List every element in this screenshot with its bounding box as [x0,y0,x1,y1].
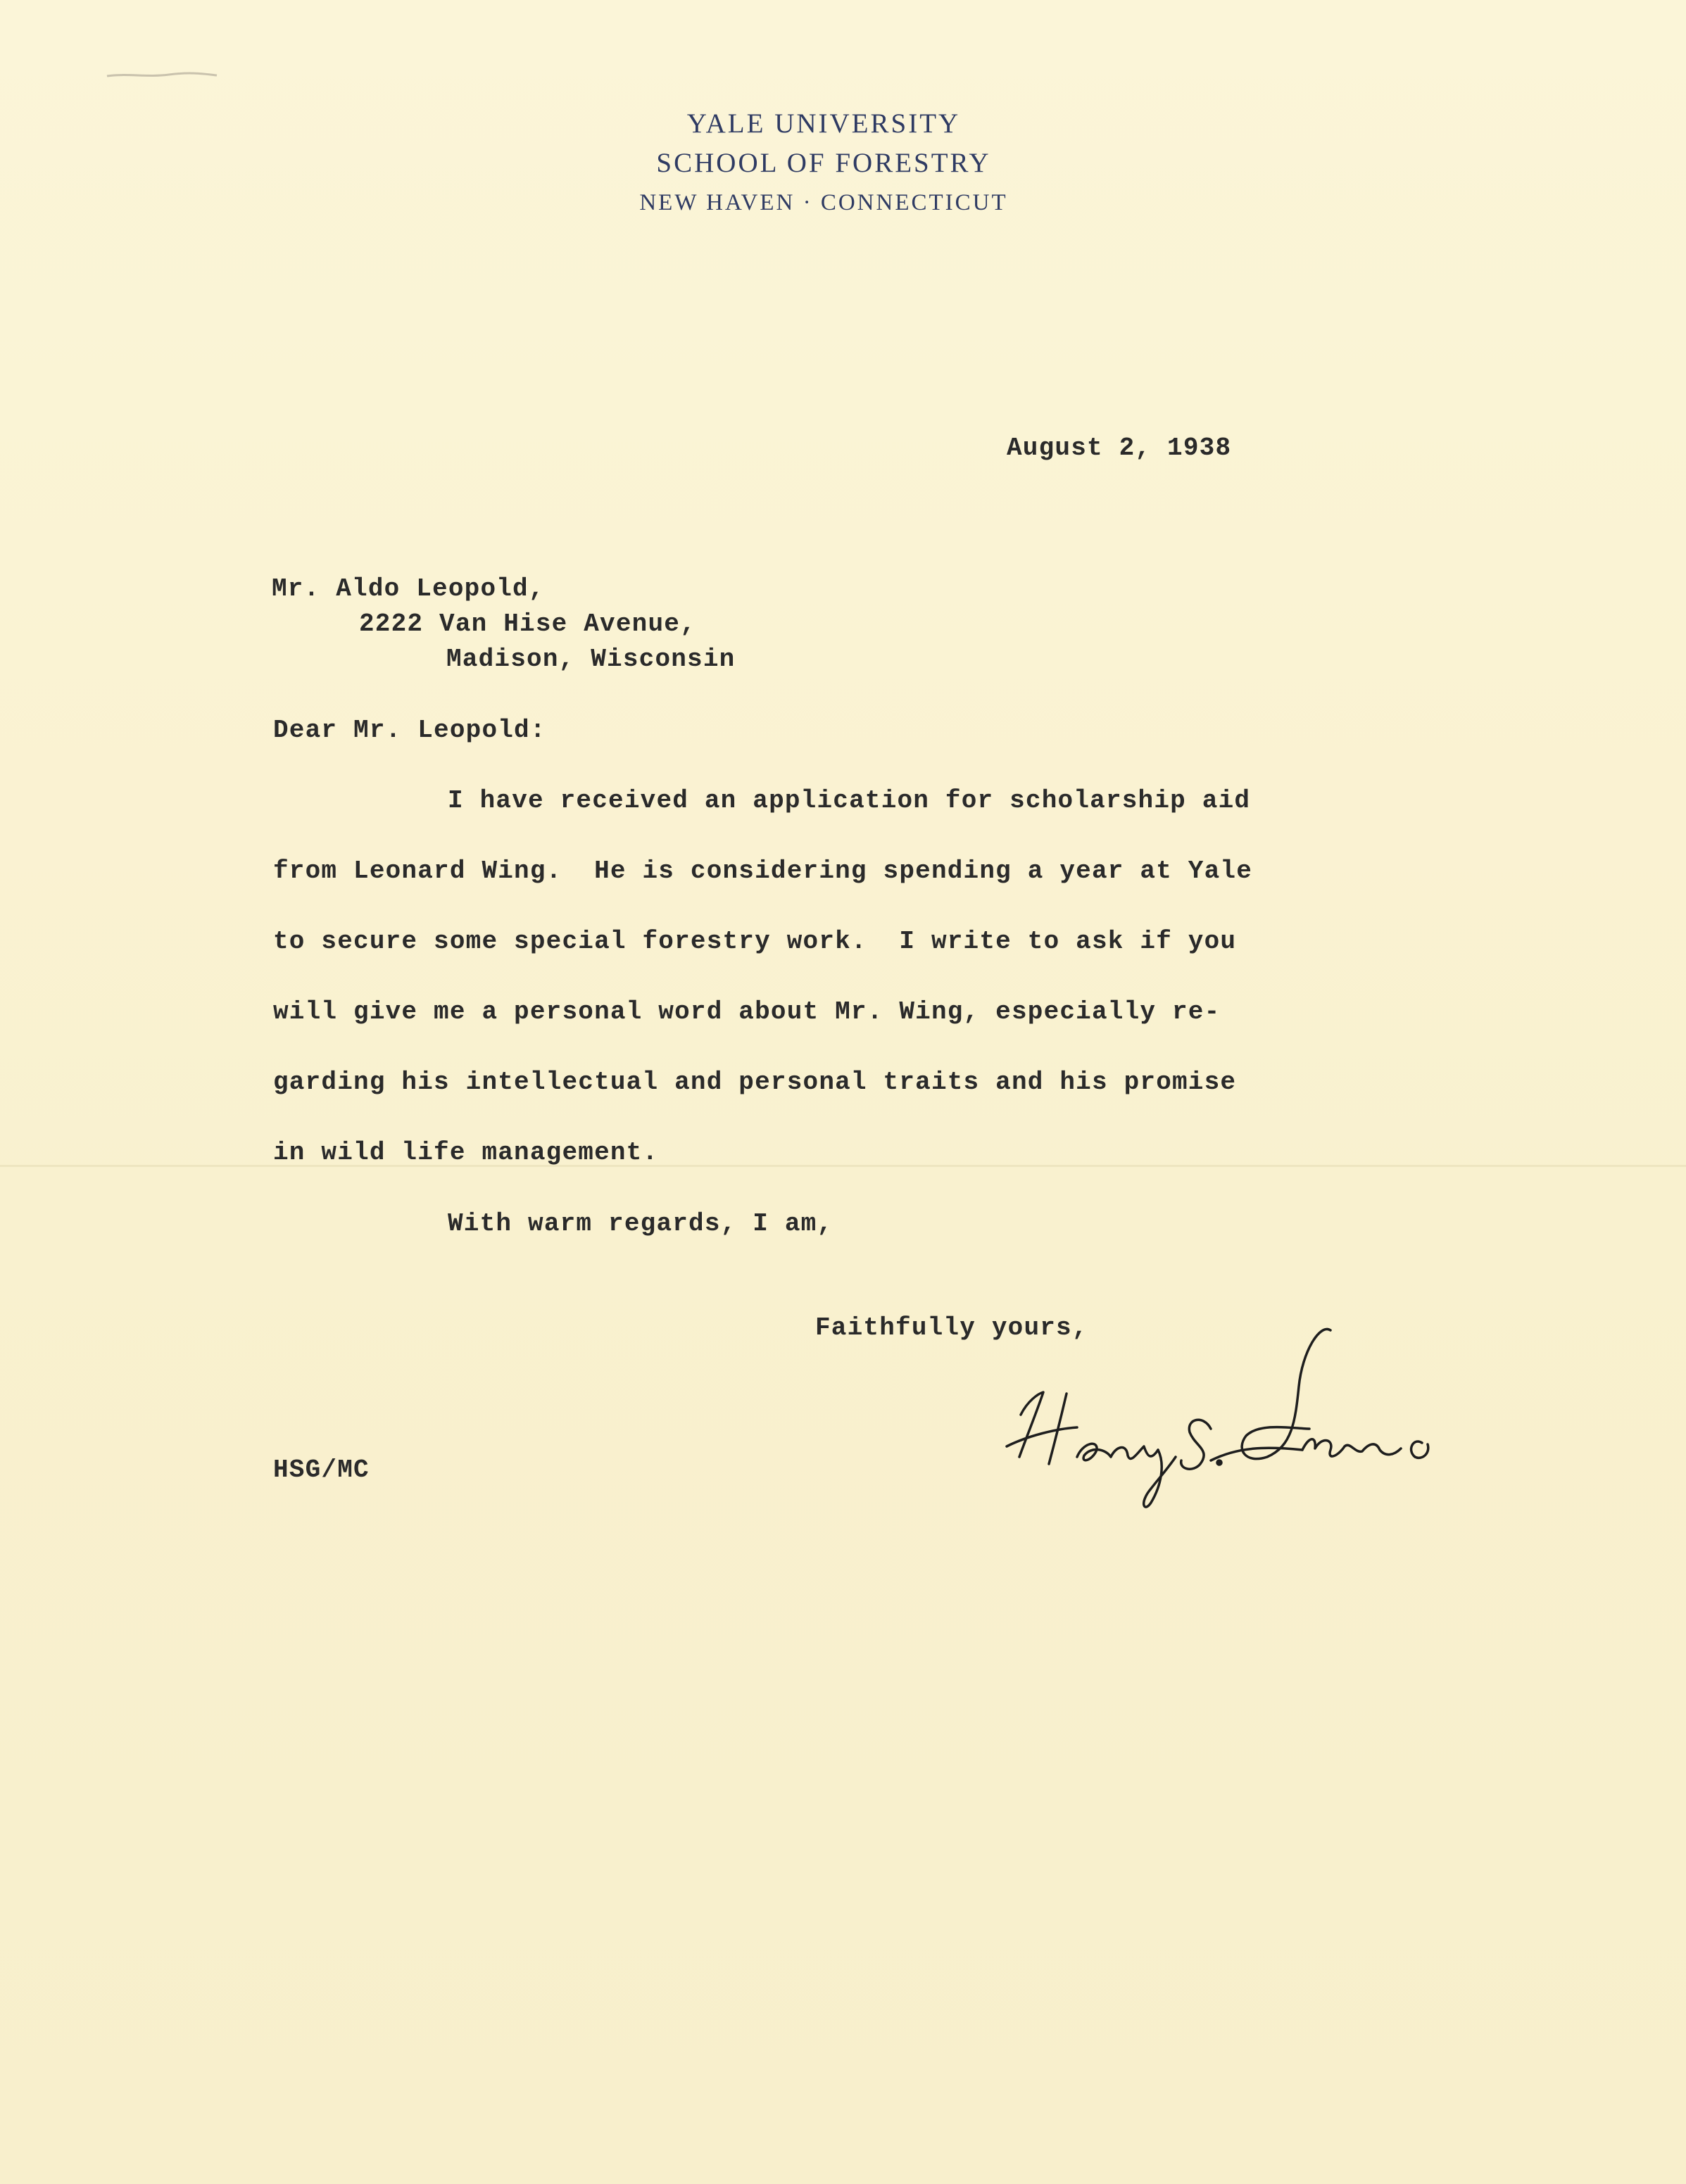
regards-line: With warm regards, I am, [448,1209,833,1238]
body-line: I have received an application for scholarship aid [448,786,1251,815]
letter-date: August 2, 1938 [1007,434,1232,462]
body-line: garding his intellectual and personal traits and his promise [273,1068,1237,1097]
body-line: from Leonard Wing. He is considering spending a year at Yale [273,857,1253,885]
handwritten-signature [1000,1323,1450,1513]
body-line: in wild life management. [273,1138,659,1167]
complimentary-closing: Faithfully yours, [815,1313,1088,1342]
paper-smudge [106,70,218,80]
typist-initials: HSG/MC [273,1456,370,1484]
letterhead [0,104,1647,222]
recipient-name: Mr. Aldo Leopold, [272,574,545,603]
body-line: to secure some special forestry work. I write to ask if you [273,927,1237,956]
paper-fold-line [0,1165,1686,1167]
letterhead-school: SCHOOL OF FORESTRY [656,148,991,178]
letterhead-location: NEW HAVEN · CONNECTICUT [639,190,1008,215]
salutation: Dear Mr. Leopold: [273,716,546,745]
body-line: will give me a personal word about Mr. Wing, especially re- [273,997,1221,1026]
recipient-city: Madison, Wisconsin [446,645,736,674]
recipient-street: 2222 Van Hise Avenue, [359,610,696,638]
letterhead-university: YALE UNIVERSITY [686,108,961,139]
